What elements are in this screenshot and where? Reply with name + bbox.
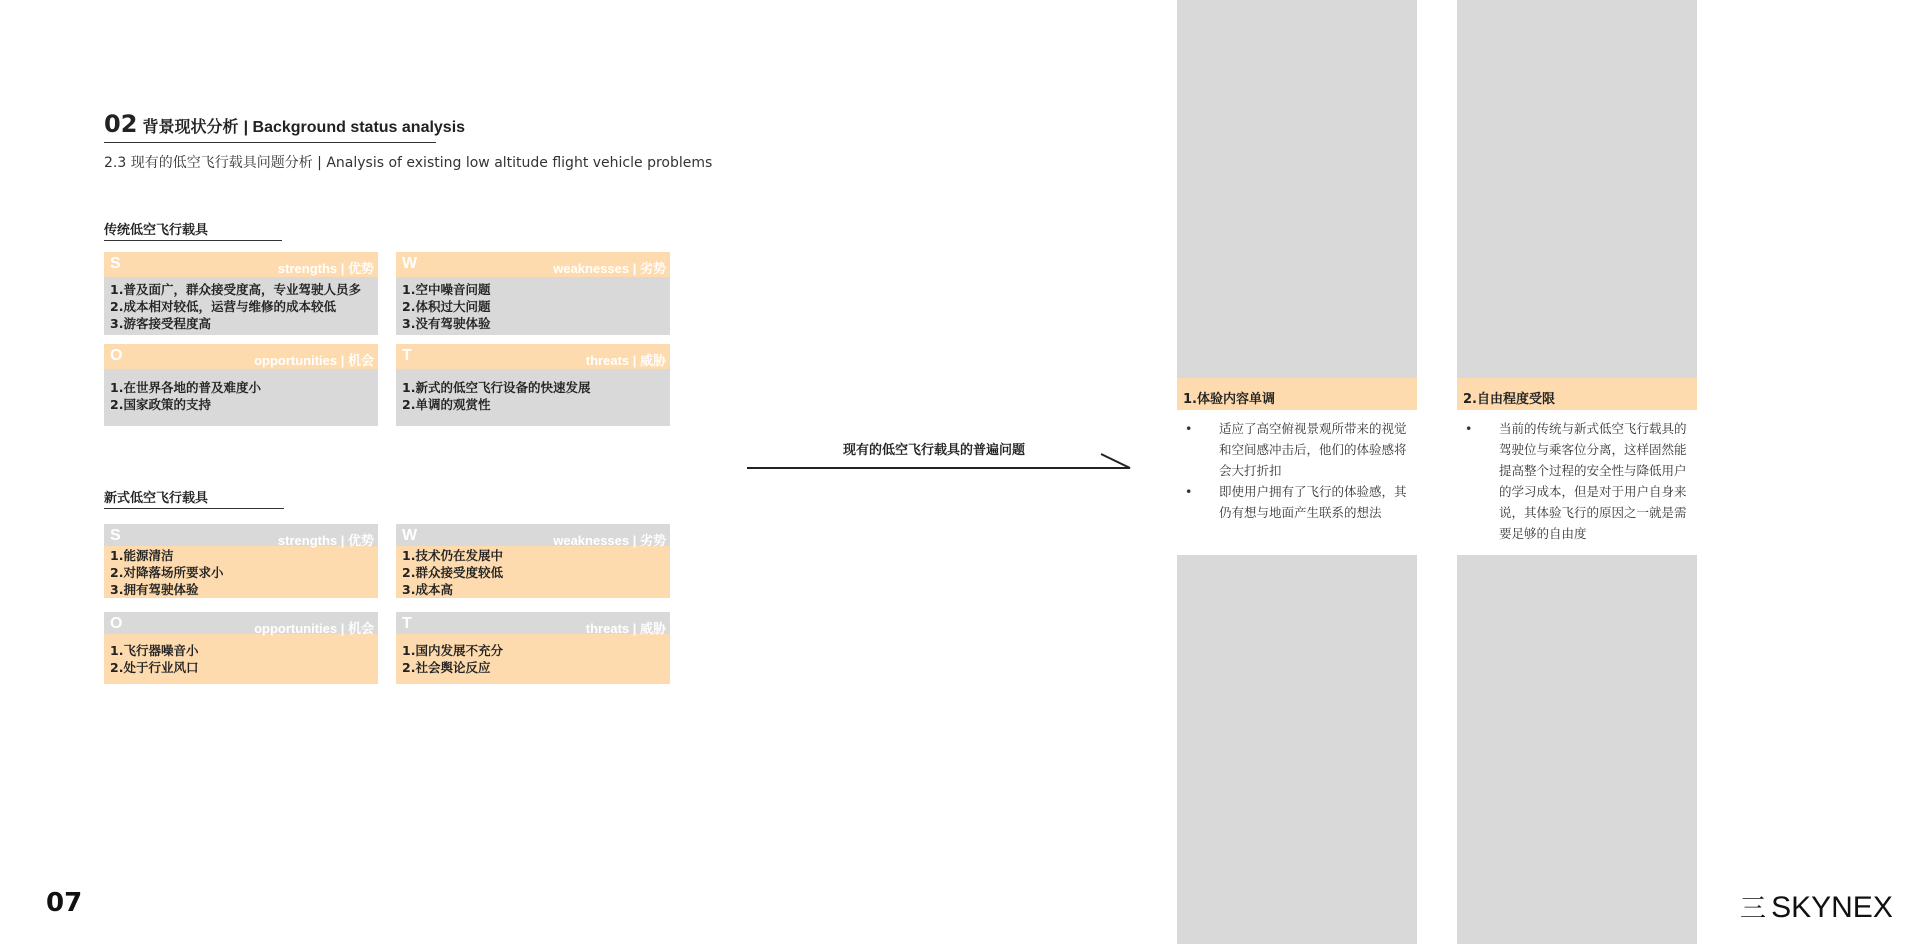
swot-letter: S xyxy=(110,527,121,544)
image-placeholder-top-2 xyxy=(1457,0,1697,378)
list-item: 1.在世界各地的普及难度小 xyxy=(110,380,261,395)
swot-tag: strengths | 优势 xyxy=(277,533,374,548)
card-header xyxy=(104,344,378,369)
traditional-strengths-card xyxy=(104,252,378,335)
traditional-opportunities-card xyxy=(104,344,378,426)
logo-mark-icon: 三 xyxy=(1740,893,1767,923)
card-header xyxy=(396,524,670,546)
list-item: 3.成本高 xyxy=(402,582,453,597)
image-placeholder-bottom-2 xyxy=(1457,555,1697,944)
swot-letter: W xyxy=(402,527,418,544)
arrow-label: 现有的低空飞行载具的普遍问题 xyxy=(843,443,1026,458)
problem-title-1: 1.体验内容单调 xyxy=(1177,378,1417,410)
card-header xyxy=(104,524,378,546)
list-item xyxy=(1457,418,1697,544)
list-item: 1.技术仍在发展中 xyxy=(402,548,503,563)
list-item: 2.成本相对较低，运营与维修的成本较低 xyxy=(110,299,336,314)
swot-tag: weaknesses | 劣势 xyxy=(553,533,666,548)
section-title-cn: 背景现状分析 xyxy=(142,117,239,136)
traditional-title: 传统低空飞行载具 xyxy=(104,223,209,238)
modern-opportunities-card xyxy=(104,612,378,684)
bullet-icon: • xyxy=(1185,421,1193,436)
list-item: 2.单调的观赏性 xyxy=(402,397,491,412)
page-number: 07 xyxy=(46,888,83,918)
right-arrow-icon xyxy=(745,450,1135,474)
list-item: 2.处于行业风口 xyxy=(110,660,199,675)
section-title-en: | Background status analysis xyxy=(243,119,466,136)
problem-text-2 xyxy=(1457,410,1697,555)
swot-tag: strengths | 优势 xyxy=(277,261,374,276)
header-underline xyxy=(104,142,436,143)
list-item: 2.国家政策的支持 xyxy=(110,397,211,412)
list-item: 1.能源清洁 xyxy=(110,548,174,563)
swot-tag: threats | 威胁 xyxy=(585,353,666,368)
card-header xyxy=(396,612,670,634)
swot-letter: T xyxy=(402,615,412,632)
swot-tag: opportunities | 机会 xyxy=(254,353,374,368)
card-header xyxy=(396,252,670,277)
list-item: 1.飞行器噪音小 xyxy=(110,643,199,658)
section-header xyxy=(104,110,465,138)
bullet-text: 当前的传统与新式低空飞行载具的驾驶位与乘客位分离，这样固然能提高整个过程的安全性与降低用户的学习成本，但是对于用户自身来说，其体验飞行的原因之一就是需要足够的自由度 xyxy=(1499,421,1687,541)
list-item: 1.国内发展不充分 xyxy=(402,643,503,658)
brand-logo xyxy=(1740,888,1893,925)
list-item: 2.群众接受度较低 xyxy=(402,565,503,580)
card-body xyxy=(104,634,378,684)
modern-title: 新式低空飞行载具 xyxy=(104,491,209,506)
list-item: 1.新式的低空飞行设备的快速发展 xyxy=(402,380,591,395)
card-body xyxy=(396,369,670,426)
card-body xyxy=(396,277,670,335)
image-placeholder-bottom-1 xyxy=(1177,555,1417,944)
modern-threats-card xyxy=(396,612,670,684)
swot-tag: threats | 威胁 xyxy=(585,621,666,636)
swot-letter: S xyxy=(110,255,121,272)
card-header xyxy=(104,612,378,634)
list-item xyxy=(1177,481,1417,523)
section-number: 02 xyxy=(104,110,138,138)
list-item xyxy=(1177,418,1417,481)
swot-letter: O xyxy=(110,347,123,364)
list-item: 3.没有驾驶体验 xyxy=(402,316,491,331)
swot-letter: O xyxy=(110,615,123,632)
swot-tag: weaknesses | 劣势 xyxy=(553,261,666,276)
list-item: 3.游客接受程度高 xyxy=(110,316,211,331)
list-item: 2.社会舆论反应 xyxy=(402,660,491,675)
bullet-text: 适应了高空俯视景观所带来的视觉和空间感冲击后，他们的体验感将会大打折扣 xyxy=(1219,421,1407,478)
card-body xyxy=(396,634,670,684)
subsection-title: 2.3 现有的低空飞行载具问题分析 | Analysis of existing low altitude flight vehicle problems xyxy=(104,155,713,171)
swot-tag: opportunities | 机会 xyxy=(254,621,374,636)
image-placeholder-top-1 xyxy=(1177,0,1417,378)
traditional-weaknesses-card xyxy=(396,252,670,335)
modern-strengths-card xyxy=(104,524,378,598)
logo-text: SKYNEX xyxy=(1771,891,1893,924)
swot-letter: W xyxy=(402,255,418,272)
list-item: 2.对降落场所要求小 xyxy=(110,565,224,580)
traditional-threats-card xyxy=(396,344,670,426)
card-body xyxy=(104,277,378,335)
list-item: 3.拥有驾驶体验 xyxy=(110,582,199,597)
bullet-text: 即使用户拥有了飞行的体验感，其仍有想与地面产生联系的想法 xyxy=(1219,484,1407,520)
modern-underline xyxy=(104,508,284,509)
card-body xyxy=(396,546,670,598)
problem-text-1 xyxy=(1177,410,1417,555)
card-header xyxy=(396,344,670,369)
card-body xyxy=(104,369,378,426)
problem-title-2: 2.自由程度受限 xyxy=(1457,378,1697,410)
swot-letter: T xyxy=(402,347,412,364)
card-header xyxy=(104,252,378,277)
bullet-icon: • xyxy=(1465,421,1473,436)
list-item: 1.空中噪音问题 xyxy=(402,282,491,297)
modern-weaknesses-card xyxy=(396,524,670,598)
list-item: 2.体积过大问题 xyxy=(402,299,491,314)
list-item: 1.普及面广，群众接受度高，专业驾驶人员多 xyxy=(110,282,361,297)
bullet-icon: • xyxy=(1185,484,1193,499)
card-body xyxy=(104,546,378,598)
traditional-underline xyxy=(104,240,282,241)
